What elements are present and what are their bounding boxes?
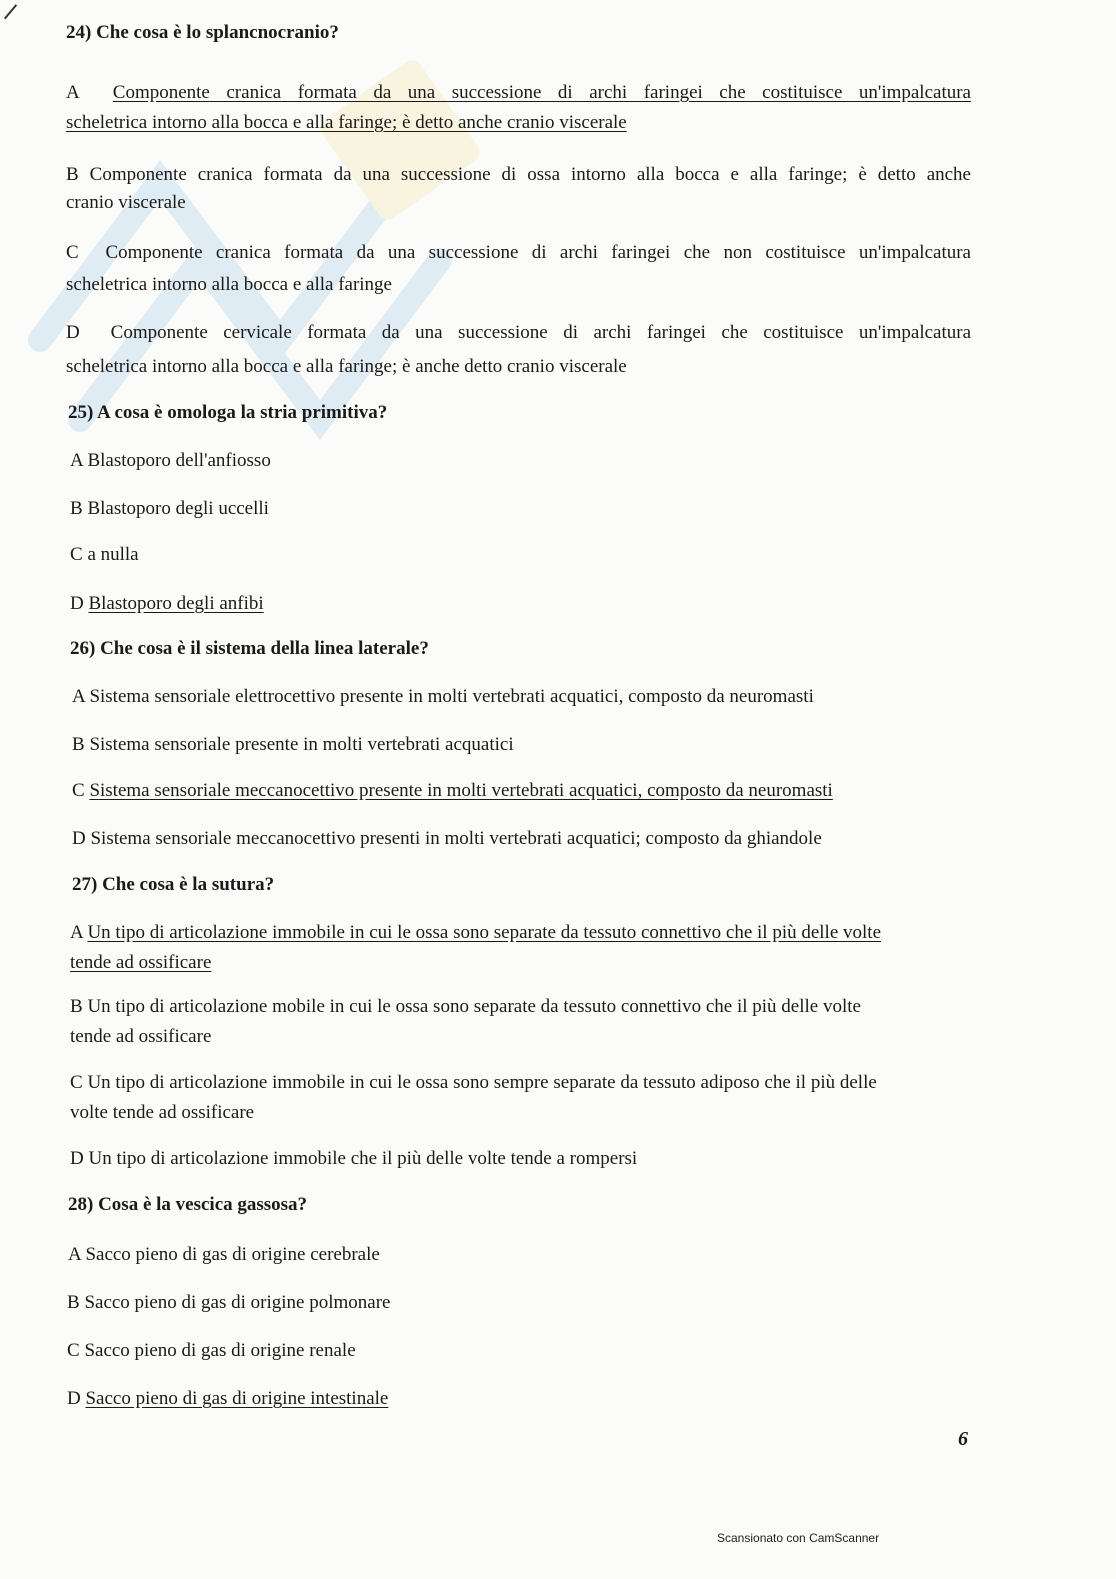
question-27-option-a: A Un tipo di articolazione immobile in cui le ossa sono separate da tessuto connettivo che il più delle volte tende ad ossificare (70, 922, 882, 973)
question-28-title: 28) Cosa è la vescica gassosa? (68, 1194, 308, 1215)
question-26-option-b: B Sistema sensoriale presente in molti vertebrati acquatici (72, 734, 514, 755)
question-25-option-b: B Blastoporo degli uccelli (70, 498, 269, 519)
question-28-option-c: C Sacco pieno di gas di origine renale (67, 1340, 356, 1361)
question-24-option-d: D Componente cervicale formata da una successione di archi faringei che costituisce un'impalcatura (66, 322, 972, 343)
question-25-option-d: D Blastoporo degli anfibi (70, 593, 264, 614)
question-24-option-c-cont: scheletrica intorno alla bocca e alla faringe (66, 274, 392, 295)
page-number: 6 (958, 1428, 968, 1450)
question-24-title: 24) Che cosa è lo splancnocranio? (66, 22, 339, 43)
question-28-option-d: D Sacco pieno di gas di origine intestinale (67, 1388, 389, 1409)
question-26-option-d: D Sistema sensoriale meccanocettivo presenti in molti vertebrati acquatici; composto da ghiandole (72, 828, 822, 849)
question-25-option-a: A Blastoporo dell'anfiosso (70, 450, 271, 471)
question-25-option-c: C a nulla (70, 544, 139, 565)
question-26-option-a: A Sistema sensoriale elettrocettivo presente in molti vertebrati acquatici, composto da neuromasti (72, 686, 814, 707)
question-24-option-d-cont: scheletrica intorno alla bocca e alla faringe; è anche detto cranio viscerale (66, 356, 627, 377)
question-24-option-c: C Componente cranica formata da una successione di archi faringei che non costituisce un'impalcatura (66, 242, 971, 263)
question-27-option-d: D Un tipo di articolazione immobile che il più delle volte tende a rompersi (70, 1148, 638, 1169)
question-28-option-a: A Sacco pieno di gas di origine cerebrale (68, 1244, 380, 1265)
question-24-option-a: A Componente cranica formata da una successione di archi faringei che costituisce un'impalcatura (66, 82, 971, 103)
question-24-option-a-cont: scheletrica intorno alla bocca e alla faringe; è detto anche cranio viscerale (66, 112, 627, 133)
scanner-footer: Scansionato con CamScanner (717, 1531, 880, 1545)
question-25-title: 25) A cosa è omologa la stria primitiva? (68, 402, 388, 423)
question-24-option-b-cont: cranio viscerale (66, 192, 186, 213)
question-27-title: 27) Che cosa è la sutura? (72, 874, 275, 895)
question-24-option-b: B Componente cranica formata da una successione di ossa intorno alla bocca e alla faringe; è detto anche (66, 164, 971, 185)
question-27-option-b: B Un tipo di articolazione mobile in cui le ossa sono separate da tessuto connettivo che il più delle volte tende ad ossificare (70, 996, 861, 1047)
question-27-option-c: C Un tipo di articolazione immobile in cui le ossa sono sempre separate da tessuto adiposo che il più delle volte tende ad ossificare (70, 1072, 877, 1123)
question-26-title: 26) Che cosa è il sistema della linea laterale? (70, 638, 429, 659)
question-28-option-b: B Sacco pieno di gas di origine polmonare (67, 1292, 391, 1313)
pen-mark (4, 4, 17, 19)
question-26-option-c: C Sistema sensoriale meccanocettivo presente in molti vertebrati acquatici, composto da neuromasti (72, 780, 833, 801)
